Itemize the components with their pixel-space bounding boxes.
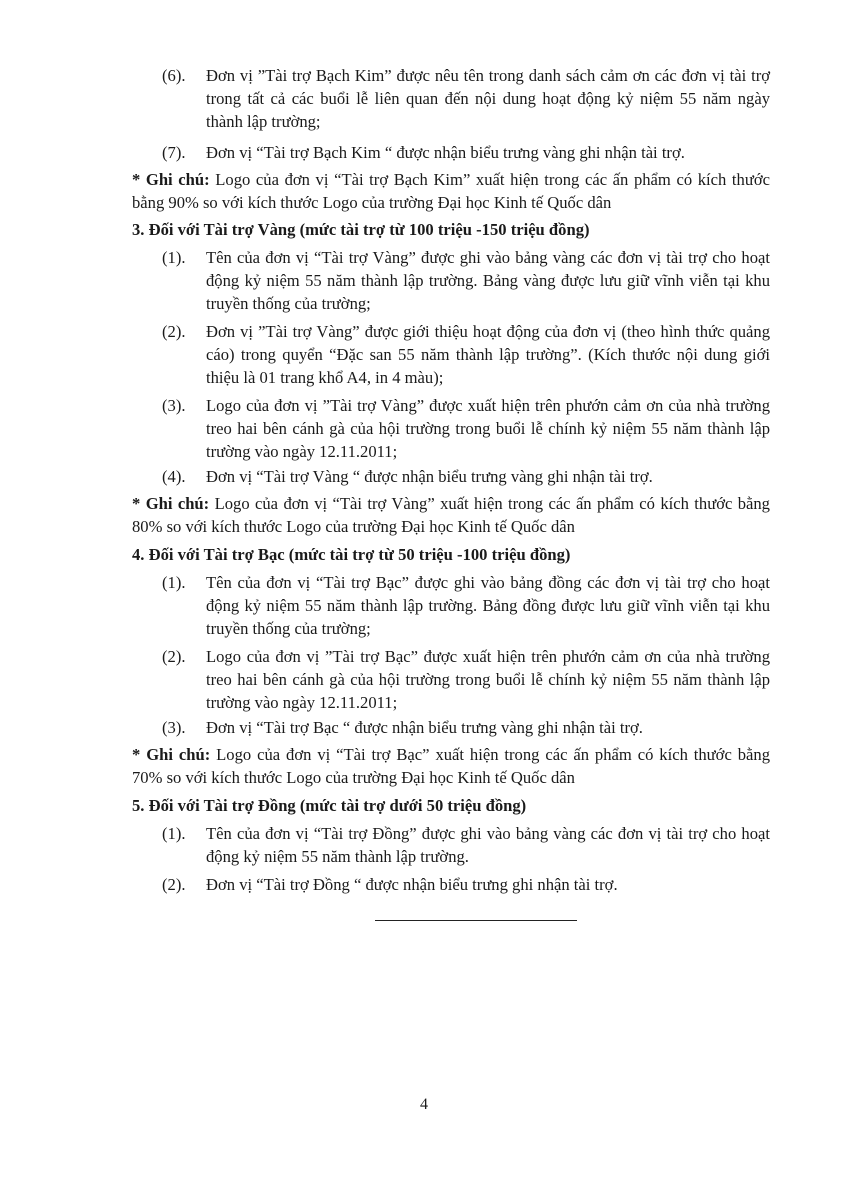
section-heading-bronze: 5. Đối với Tài trợ Đồng (mức tài trợ dưới 50 triệu đồng) xyxy=(132,796,527,815)
item-text: Đơn vị ”Tài trợ Bạch Kim” được nêu tên trong danh sách cảm ơn các đơn vị tài trợ trong tất cả các buổi lễ liên quan đến nội dung hoạt động kỷ niệm 55 năm ngày thành lập trường; xyxy=(206,66,770,131)
section-heading-gold: 3. Đối với Tài trợ Vàng (mức tài trợ từ 100 triệu -150 triệu đồng) xyxy=(132,220,590,239)
note-text: Logo của đơn vị “Tài trợ Vàng” xuất hiện trong các ấn phẩm có kích thước bằng 80% so với kích thước Logo của trường Đại học Kinh tế Quốc dân xyxy=(132,494,770,536)
note-text: Logo của đơn vị “Tài trợ Bạc” xuất hiện trong các ấn phẩm có kích thước bằng 70% so với kích thước Logo của trường Đại học Kinh tế Quốc dân xyxy=(132,745,770,787)
list-item xyxy=(0,320,848,389)
item-text: Tên của đơn vị “Tài trợ Vàng” được ghi vào bảng vàng các đơn vị tài trợ cho hoạt động kỷ niệm 55 năm thành lập trường. Bảng vàng được lưu giữ vĩnh viễn tại khu truyền thống của trường; xyxy=(206,248,770,313)
item-number: (2). xyxy=(162,322,186,341)
list-item xyxy=(0,64,848,133)
note-silver xyxy=(0,743,848,789)
list-item xyxy=(0,716,848,739)
list-item xyxy=(0,141,848,164)
item-number: (6). xyxy=(162,66,186,85)
page-number: 4 xyxy=(420,1096,428,1113)
list-item xyxy=(0,465,848,488)
item-text: Tên của đơn vị “Tài trợ Bạc” được ghi vào bảng đồng các đơn vị tài trợ cho hoạt động kỷ niệm 55 năm thành lập trường. Bảng đồng được lưu giữ vĩnh viễn tại khu truyền thống của trường; xyxy=(206,573,770,638)
list-item xyxy=(0,873,848,896)
item-number: (4). xyxy=(162,467,186,486)
item-number: (7). xyxy=(162,143,186,162)
item-text: Đơn vị “Tài trợ Bạch Kim “ được nhận biểu trưng vàng ghi nhận tài trợ. xyxy=(206,143,685,162)
item-text: Logo của đơn vị ”Tài trợ Bạc” được xuất hiện trên phướn cảm ơn của nhà trường treo hai bên cánh gà của hội trường trong buổi lễ chính kỷ niệm 55 năm thành lập trường vào ngày 12.11.2011; xyxy=(206,647,770,712)
list-item xyxy=(0,246,848,315)
item-number: (2). xyxy=(162,647,186,666)
note-gold xyxy=(0,492,848,538)
list-item xyxy=(0,822,848,868)
section-heading-silver: 4. Đối với Tài trợ Bạc (mức tài trợ từ 50 triệu -100 triệu đồng) xyxy=(132,545,571,564)
item-number: (1). xyxy=(162,573,186,592)
item-text: Đơn vị “Tài trợ Đồng “ được nhận biểu trưng ghi nhận tài trợ. xyxy=(206,875,618,894)
item-text: Đơn vị “Tài trợ Vàng “ được nhận biểu trưng vàng ghi nhận tài trợ. xyxy=(206,467,653,486)
item-number: (3). xyxy=(162,718,186,737)
note-text: Logo của đơn vị “Tài trợ Bạch Kim” xuất hiện trong các ấn phẩm có kích thước bằng 90% so với kích thước Logo của trường Đại học Kinh tế Quốc dân xyxy=(132,170,770,212)
list-item xyxy=(0,645,848,714)
list-item xyxy=(0,394,848,463)
end-divider xyxy=(375,920,577,921)
list-item xyxy=(0,571,848,640)
item-number: (2). xyxy=(162,875,186,894)
item-text: Logo của đơn vị ”Tài trợ Vàng” được xuất hiện trên phướn cảm ơn của nhà trường treo hai bên cánh gà của hội trường trong buổi lễ chính kỷ niệm 55 năm thành lập trường vào ngày 12.11.2011; xyxy=(206,396,770,461)
item-text: Đơn vị ”Tài trợ Vàng” được giới thiệu hoạt động của đơn vị (theo hình thức quảng cáo) trong quyển “Đặc san 55 năm thành lập trường”. (Kích thước nội dung giới thiệu là 01 trang khổ A4, in 4 màu); xyxy=(206,322,770,387)
item-number: (3). xyxy=(162,396,186,415)
item-text: Đơn vị “Tài trợ Bạc “ được nhận biểu trưng vàng ghi nhận tài trợ. xyxy=(206,718,643,737)
note-label: * Ghi chú: xyxy=(132,170,210,189)
item-number: (1). xyxy=(162,248,186,267)
item-number: (1). xyxy=(162,824,186,843)
note-label: * Ghi chú: xyxy=(132,745,211,764)
item-text: Tên của đơn vị “Tài trợ Đồng” được ghi vào bảng vàng các đơn vị tài trợ cho hoạt động kỷ niệm 55 năm thành lập trường. xyxy=(206,824,770,866)
note-platinum xyxy=(0,168,848,214)
note-label: * Ghi chú: xyxy=(132,494,210,513)
